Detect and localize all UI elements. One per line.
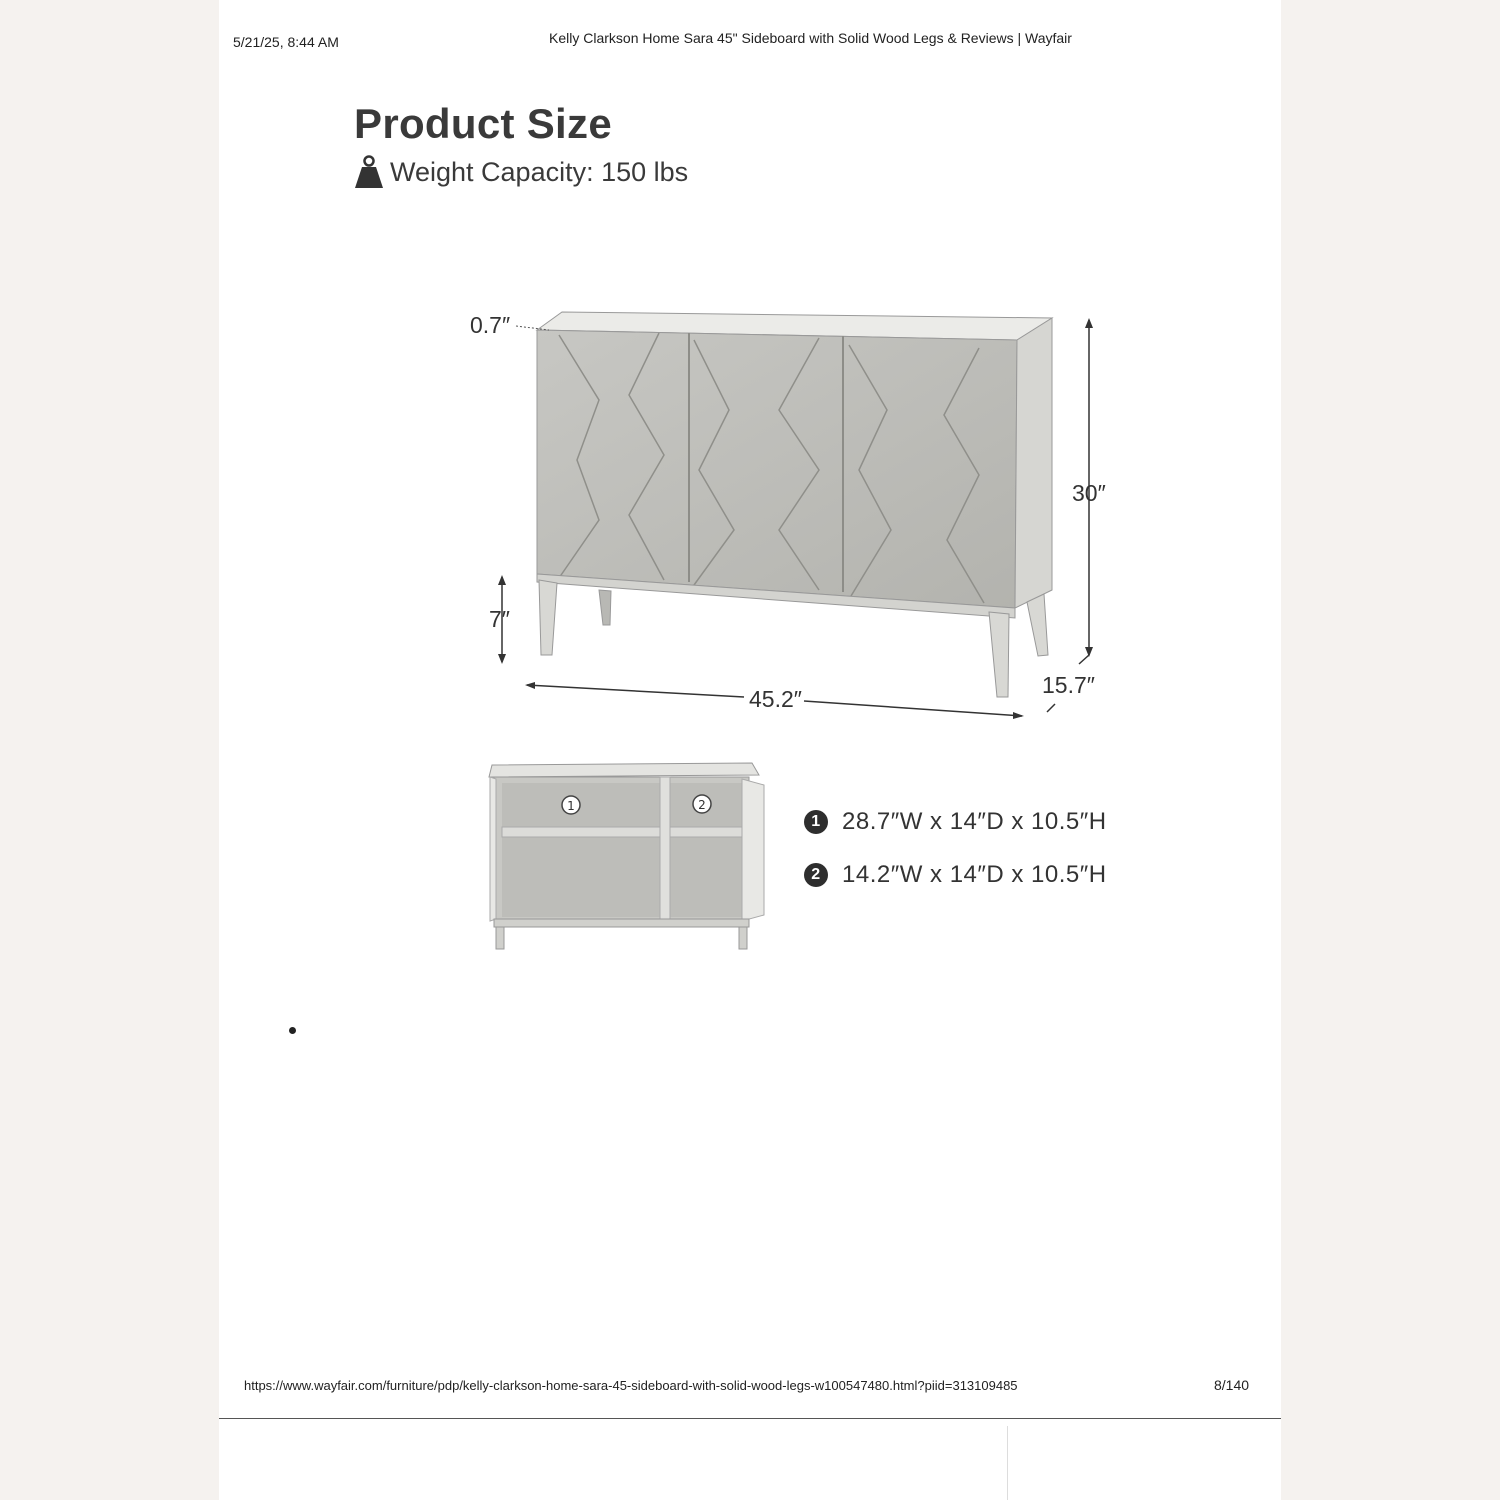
width-label: 45.2″ — [749, 686, 802, 712]
footer-divider — [219, 1418, 1281, 1419]
footer-url[interactable]: https://www.wayfair.com/furniture/pdp/kelly-clarkson-home-sara-45-sideboard-with-solid-wood-legs-w100547480.html?piid=313109485 — [244, 1378, 1018, 1393]
top-thickness-label: 0.7″ — [470, 312, 511, 338]
sideboard-illustration — [219, 290, 1281, 730]
weight-capacity-row — [354, 155, 688, 189]
compartment-1-row — [804, 808, 1107, 836]
height-label: 30″ — [1072, 480, 1106, 506]
printed-page — [219, 0, 1281, 1500]
print-page-title: Kelly Clarkson Home Sara 45" Sideboard with Solid Wood Legs & Reviews | Wayfair — [549, 30, 1072, 46]
compartment-1-marker: 1 — [567, 799, 575, 813]
leg-height-label: 7″ — [489, 606, 510, 632]
section-heading: Product Size — [354, 100, 612, 147]
list-bullet — [289, 1027, 296, 1034]
compartment-1-size: 28.7″W x 14″D x 10.5″H — [842, 808, 1107, 835]
print-datetime: 5/21/25, 8:44 AM — [233, 34, 339, 50]
compartment-2-size: 14.2″W x 14″D x 10.5″H — [842, 861, 1107, 888]
compartment-2-row — [804, 861, 1107, 889]
depth-label: 15.7″ — [1042, 672, 1095, 698]
compartment-2-marker: 2 — [698, 798, 706, 812]
weight-capacity-text: Weight Capacity: 150 lbs — [390, 156, 689, 187]
compartment-1-badge: 1 — [804, 810, 828, 834]
weight-icon — [354, 155, 384, 189]
divider-line — [1007, 1426, 1008, 1500]
compartment-2-badge: 2 — [804, 863, 828, 887]
footer-page-number: 8/140 — [1214, 1377, 1250, 1393]
interior-illustration — [484, 755, 774, 955]
